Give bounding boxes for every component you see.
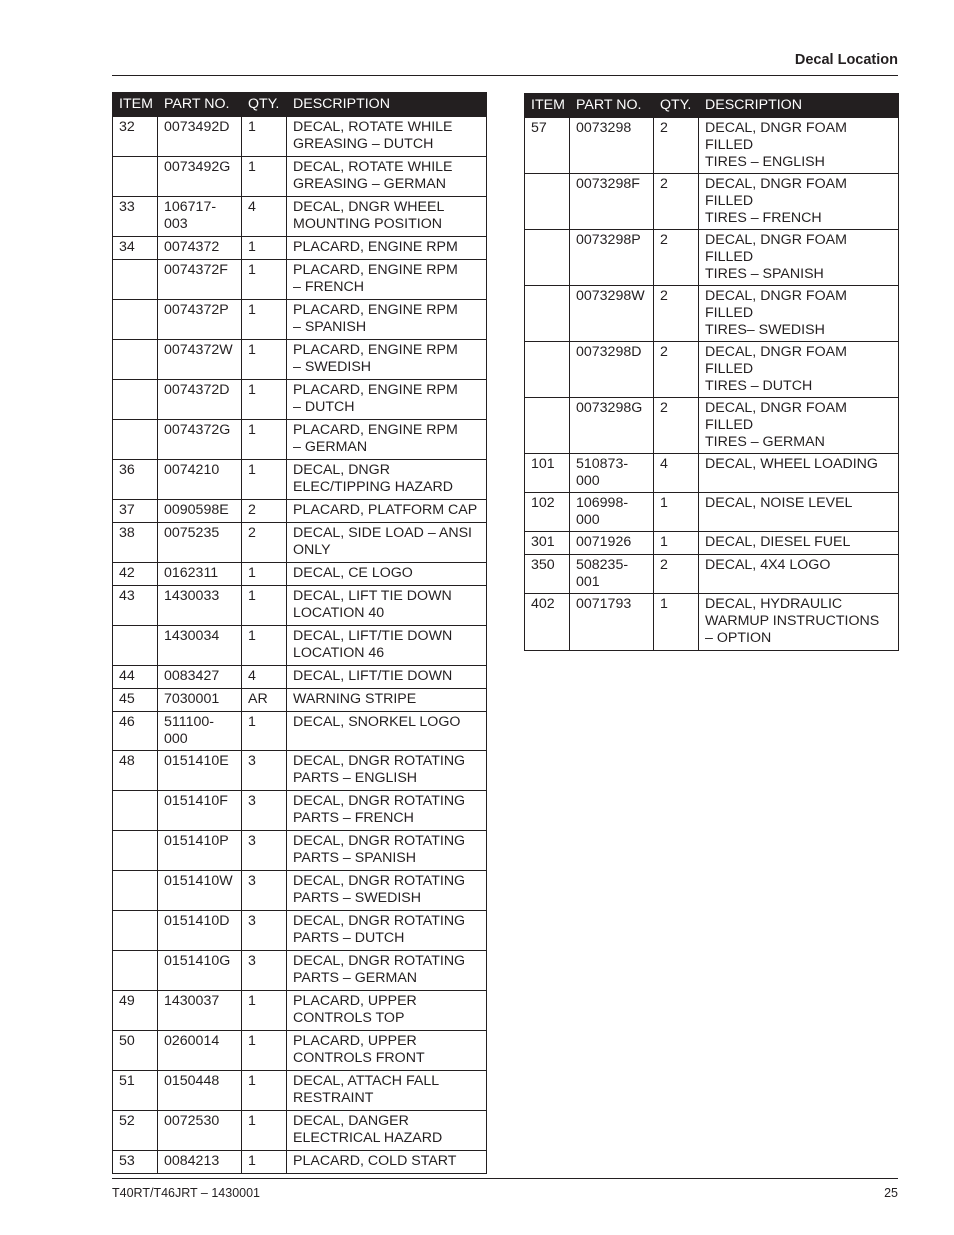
quantity-cell: 4: [242, 197, 287, 237]
item-cell: [113, 380, 158, 420]
table-row: [113, 300, 487, 340]
decal-parts-table-right: [524, 93, 899, 651]
decal-parts-table-left: [112, 92, 487, 1174]
column-header-part-no: PART NO.: [158, 93, 242, 117]
description-cell: PLACARD, ENGINE RPM – GERMAN: [287, 420, 487, 460]
table-row: [113, 951, 487, 991]
part-number-cell: 1430033: [158, 586, 242, 626]
footer-page-number: 25: [884, 1186, 898, 1200]
description-cell: PLACARD, COLD START: [287, 1151, 487, 1174]
item-cell: 45: [113, 689, 158, 712]
part-number-cell: 0151410G: [158, 951, 242, 991]
quantity-cell: 1: [242, 991, 287, 1031]
table-row: [113, 712, 487, 751]
description-cell: DECAL, DNGR ELEC/TIPPING HAZARD: [287, 460, 487, 500]
quantity-cell: 2: [654, 230, 699, 286]
quantity-cell: 1: [242, 1071, 287, 1111]
item-cell: 38: [113, 523, 158, 563]
item-cell: [113, 831, 158, 871]
description-cell: DECAL, DNGR ROTATING PARTS – DUTCH: [287, 911, 487, 951]
part-number-cell: 0073298P: [570, 230, 654, 286]
column-header-qty: QTY.: [654, 94, 699, 118]
table-row: [113, 831, 487, 871]
table-row: [525, 286, 899, 342]
part-number-cell: 0151410D: [158, 911, 242, 951]
part-number-cell: 1430037: [158, 991, 242, 1031]
description-cell: DECAL, DNGR ROTATING PARTS – GERMAN: [287, 951, 487, 991]
description-cell: PLACARD, ENGINE RPM – FRENCH: [287, 260, 487, 300]
part-number-cell: 0073298W: [570, 286, 654, 342]
part-number-cell: 510873-000: [570, 454, 654, 493]
part-number-cell: 0073492G: [158, 157, 242, 197]
part-number-cell: 7030001: [158, 689, 242, 712]
table-row: [113, 380, 487, 420]
description-cell: DECAL, LIFT TIE DOWN LOCATION 40: [287, 586, 487, 626]
description-cell: PLACARD, UPPER CONTROLS TOP: [287, 991, 487, 1031]
part-number-cell: 0074372: [158, 237, 242, 260]
part-number-cell: 0090598E: [158, 500, 242, 523]
description-cell: DECAL, 4X4 LOGO: [699, 555, 899, 594]
table-row: [113, 1111, 487, 1151]
part-number-cell: 0151410F: [158, 791, 242, 831]
item-cell: 32: [113, 117, 158, 157]
quantity-cell: 3: [242, 751, 287, 791]
quantity-cell: 1: [242, 1151, 287, 1174]
quantity-cell: 1: [242, 460, 287, 500]
part-number-cell: 106717-003: [158, 197, 242, 237]
table-row: [113, 157, 487, 197]
table-row: [113, 237, 487, 260]
quantity-cell: 1: [242, 300, 287, 340]
item-cell: 46: [113, 712, 158, 751]
section-title: Decal Location: [794, 52, 898, 68]
item-cell: [113, 791, 158, 831]
quantity-cell: 1: [242, 712, 287, 751]
item-cell: 402: [525, 594, 570, 651]
table-row: [113, 911, 487, 951]
part-number-cell: 0083427: [158, 666, 242, 689]
part-number-cell: 0084213: [158, 1151, 242, 1174]
item-cell: [525, 174, 570, 230]
item-cell: 49: [113, 991, 158, 1031]
column-header-qty: QTY.: [242, 93, 287, 117]
column-header-description: DESCRIPTION: [287, 93, 487, 117]
description-cell: DECAL, DNGR FOAM FILLED TIRES – ENGLISH: [699, 118, 899, 174]
table-row: [113, 260, 487, 300]
footer-rule: [112, 1178, 898, 1179]
part-number-cell: 0162311: [158, 563, 242, 586]
quantity-cell: 2: [654, 174, 699, 230]
part-number-cell: 0260014: [158, 1031, 242, 1071]
description-cell: DECAL, DNGR FOAM FILLED TIRES– SWEDISH: [699, 286, 899, 342]
part-number-cell: 0074372W: [158, 340, 242, 380]
item-cell: [113, 951, 158, 991]
quantity-cell: 1: [242, 157, 287, 197]
description-cell: DECAL, WHEEL LOADING: [699, 454, 899, 493]
description-cell: DECAL, DNGR ROTATING PARTS – SPANISH: [287, 831, 487, 871]
header-rule: [112, 75, 898, 76]
quantity-cell: 1: [242, 237, 287, 260]
column-header-item: ITEM: [113, 93, 158, 117]
quantity-cell: AR: [242, 689, 287, 712]
description-cell: DECAL, DNGR FOAM FILLED TIRES – SPANISH: [699, 230, 899, 286]
description-cell: DECAL, DNGR ROTATING PARTS – FRENCH: [287, 791, 487, 831]
description-cell: PLACARD, ENGINE RPM – SWEDISH: [287, 340, 487, 380]
table-row: [525, 230, 899, 286]
table-body: [525, 118, 899, 651]
description-cell: DECAL, HYDRAULIC WARMUP INSTRUCTIONS – OPTION: [699, 594, 899, 651]
footer-document-id: T40RT/T46JRT – 1430001: [112, 1186, 261, 1200]
quantity-cell: 1: [654, 532, 699, 555]
item-cell: 102: [525, 493, 570, 532]
item-cell: [525, 342, 570, 398]
item-cell: 57: [525, 118, 570, 174]
item-cell: [525, 230, 570, 286]
part-number-cell: 0074210: [158, 460, 242, 500]
description-cell: DECAL, DNGR WHEEL MOUNTING POSITION: [287, 197, 487, 237]
quantity-cell: 3: [242, 871, 287, 911]
item-cell: 101: [525, 454, 570, 493]
item-cell: [113, 300, 158, 340]
quantity-cell: 1: [242, 117, 287, 157]
table-row: [525, 118, 899, 174]
part-number-cell: 508235-001: [570, 555, 654, 594]
item-cell: 36: [113, 460, 158, 500]
description-cell: DECAL, LIFT/TIE DOWN LOCATION 46: [287, 626, 487, 666]
table-row: [113, 197, 487, 237]
item-cell: [113, 420, 158, 460]
part-number-cell: 0072530: [158, 1111, 242, 1151]
table-row: [525, 342, 899, 398]
quantity-cell: 1: [242, 260, 287, 300]
quantity-cell: 3: [242, 951, 287, 991]
part-number-cell: 0150448: [158, 1071, 242, 1111]
description-cell: PLACARD, PLATFORM CAP: [287, 500, 487, 523]
table-row: [113, 117, 487, 157]
table-row: [113, 791, 487, 831]
table-row: [113, 500, 487, 523]
quantity-cell: 1: [242, 586, 287, 626]
quantity-cell: 1: [242, 1031, 287, 1071]
description-cell: DECAL, DNGR ROTATING PARTS – ENGLISH: [287, 751, 487, 791]
table-row: [113, 1071, 487, 1111]
quantity-cell: 3: [242, 911, 287, 951]
description-cell: PLACARD, UPPER CONTROLS FRONT: [287, 1031, 487, 1071]
part-number-cell: 0074372D: [158, 380, 242, 420]
table-row: [525, 493, 899, 532]
table-row: [113, 1151, 487, 1174]
item-cell: 301: [525, 532, 570, 555]
table-body: [113, 117, 487, 1174]
table-row: [113, 523, 487, 563]
table-row: [525, 398, 899, 454]
part-number-cell: 0074372F: [158, 260, 242, 300]
table-header-row: [113, 93, 487, 117]
item-cell: 44: [113, 666, 158, 689]
item-cell: 42: [113, 563, 158, 586]
description-cell: DECAL, DANGER ELECTRICAL HAZARD: [287, 1111, 487, 1151]
table-row: [525, 174, 899, 230]
item-cell: 350: [525, 555, 570, 594]
table-row: [525, 594, 899, 651]
part-number-cell: 0074372G: [158, 420, 242, 460]
part-number-cell: 1430034: [158, 626, 242, 666]
quantity-cell: 2: [654, 398, 699, 454]
part-number-cell: 511100-000: [158, 712, 242, 751]
quantity-cell: 2: [654, 555, 699, 594]
item-cell: 53: [113, 1151, 158, 1174]
item-cell: 34: [113, 237, 158, 260]
description-cell: DECAL, ROTATE WHILE GREASING – DUTCH: [287, 117, 487, 157]
part-number-cell: 0071926: [570, 532, 654, 555]
part-number-cell: 0073298: [570, 118, 654, 174]
item-cell: [525, 398, 570, 454]
table-row: [113, 563, 487, 586]
item-cell: [113, 340, 158, 380]
item-cell: [113, 911, 158, 951]
table-row: [525, 532, 899, 555]
description-cell: DECAL, DIESEL FUEL: [699, 532, 899, 555]
quantity-cell: 4: [654, 454, 699, 493]
item-cell: [113, 871, 158, 911]
item-cell: 33: [113, 197, 158, 237]
table-row: [113, 420, 487, 460]
description-cell: DECAL, DNGR FOAM FILLED TIRES – GERMAN: [699, 398, 899, 454]
part-number-cell: 0073298F: [570, 174, 654, 230]
quantity-cell: 1: [242, 1111, 287, 1151]
quantity-cell: 1: [654, 594, 699, 651]
table-row: [113, 340, 487, 380]
description-cell: DECAL, DNGR FOAM FILLED TIRES – FRENCH: [699, 174, 899, 230]
table-row: [113, 751, 487, 791]
description-cell: DECAL, NOISE LEVEL: [699, 493, 899, 532]
description-cell: DECAL, DNGR ROTATING PARTS – SWEDISH: [287, 871, 487, 911]
column-header-description: DESCRIPTION: [699, 94, 899, 118]
item-cell: [113, 157, 158, 197]
part-number-cell: 106998-000: [570, 493, 654, 532]
item-cell: 51: [113, 1071, 158, 1111]
description-cell: DECAL, ROTATE WHILE GREASING – GERMAN: [287, 157, 487, 197]
description-cell: DECAL, SNORKEL LOGO: [287, 712, 487, 751]
quantity-cell: 1: [242, 420, 287, 460]
part-number-cell: 0071793: [570, 594, 654, 651]
description-cell: DECAL, SIDE LOAD – ANSI ONLY: [287, 523, 487, 563]
item-cell: 52: [113, 1111, 158, 1151]
part-number-cell: 0075235: [158, 523, 242, 563]
description-cell: PLACARD, ENGINE RPM – SPANISH: [287, 300, 487, 340]
quantity-cell: 3: [242, 831, 287, 871]
table-row: [113, 991, 487, 1031]
quantity-cell: 2: [654, 286, 699, 342]
part-number-cell: 0073492D: [158, 117, 242, 157]
part-number-cell: 0151410W: [158, 871, 242, 911]
item-cell: 48: [113, 751, 158, 791]
part-number-cell: 0073298D: [570, 342, 654, 398]
quantity-cell: 2: [242, 523, 287, 563]
description-cell: DECAL, DNGR FOAM FILLED TIRES – DUTCH: [699, 342, 899, 398]
item-cell: 50: [113, 1031, 158, 1071]
description-cell: PLACARD, ENGINE RPM: [287, 237, 487, 260]
quantity-cell: 1: [242, 380, 287, 420]
table-row: [113, 586, 487, 626]
part-number-cell: 0073298G: [570, 398, 654, 454]
quantity-cell: 1: [654, 493, 699, 532]
item-cell: 37: [113, 500, 158, 523]
item-cell: [113, 626, 158, 666]
table-row: [525, 454, 899, 493]
table-row: [113, 1031, 487, 1071]
part-number-cell: 0151410E: [158, 751, 242, 791]
quantity-cell: 1: [242, 563, 287, 586]
table-row: [113, 460, 487, 500]
item-cell: [113, 260, 158, 300]
item-cell: 43: [113, 586, 158, 626]
column-header-item: ITEM: [525, 94, 570, 118]
description-cell: WARNING STRIPE: [287, 689, 487, 712]
table-row: [113, 871, 487, 911]
part-number-cell: 0151410P: [158, 831, 242, 871]
table-row: [113, 689, 487, 712]
table-header-row: [525, 94, 899, 118]
quantity-cell: 2: [654, 342, 699, 398]
part-number-cell: 0074372P: [158, 300, 242, 340]
quantity-cell: 4: [242, 666, 287, 689]
description-cell: DECAL, LIFT/TIE DOWN: [287, 666, 487, 689]
quantity-cell: 1: [242, 340, 287, 380]
quantity-cell: 2: [654, 118, 699, 174]
table-row: [525, 555, 899, 594]
quantity-cell: 2: [242, 500, 287, 523]
quantity-cell: 3: [242, 791, 287, 831]
description-cell: DECAL, ATTACH FALL RESTRAINT: [287, 1071, 487, 1111]
item-cell: [525, 286, 570, 342]
table-row: [113, 626, 487, 666]
description-cell: DECAL, CE LOGO: [287, 563, 487, 586]
description-cell: PLACARD, ENGINE RPM – DUTCH: [287, 380, 487, 420]
table-row: [113, 666, 487, 689]
quantity-cell: 1: [242, 626, 287, 666]
column-header-part-no: PART NO.: [570, 94, 654, 118]
